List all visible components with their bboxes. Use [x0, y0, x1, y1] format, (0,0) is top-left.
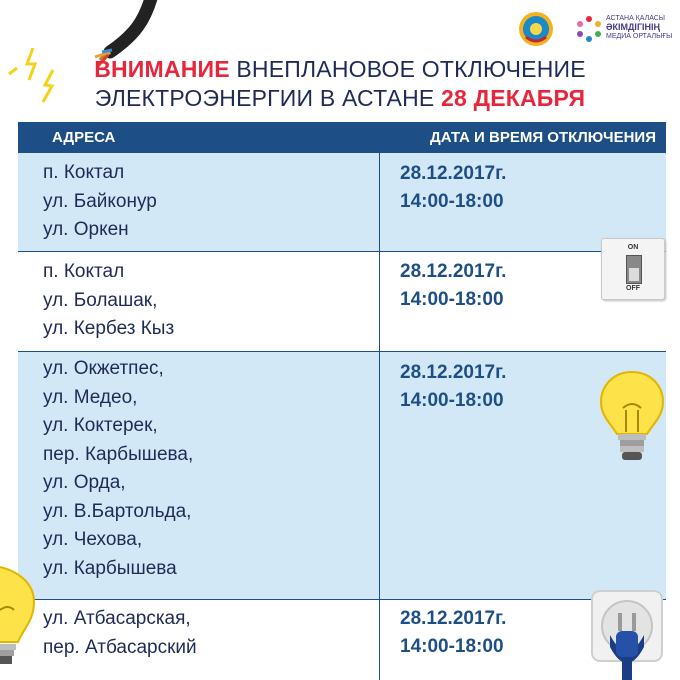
- address-line: ул. Атбасарская,: [43, 608, 191, 629]
- outage-date: 28.12.2017г.: [400, 608, 507, 629]
- outage-table: [18, 122, 666, 680]
- title-warning: ВНИМАНИЕ: [94, 56, 230, 82]
- address-line: ул. Байконур: [43, 190, 157, 212]
- address-line: пер. Атбасарский: [43, 636, 197, 658]
- outage-time: 14:00-18:00: [400, 390, 504, 411]
- outage-time: 14:00-18:00: [400, 191, 504, 212]
- outage-datetime: [400, 160, 506, 216]
- media-logo-icon: [574, 13, 604, 43]
- media-logo-line3: МЕДИА ОРТАЛЫҒЫ: [606, 33, 673, 40]
- address-line: ул. Карбышева: [43, 557, 177, 579]
- light-bulb-icon: [0, 562, 40, 680]
- address-line: ул. Оркен: [43, 219, 129, 240]
- title-line-2: [0, 84, 680, 113]
- table-row: [18, 252, 666, 351]
- address-list: [43, 258, 174, 344]
- address-line: п. Коктал: [43, 162, 125, 183]
- column-header-address: АДРЕСА: [52, 129, 116, 146]
- address-line: п. Коктал: [43, 261, 125, 282]
- column-header-datetime: ДАТА И ВРЕМЯ ОТКЛЮЧЕНИЯ: [430, 129, 656, 146]
- outage-date: 28.12.2017г.: [400, 163, 507, 184]
- page-title: [0, 55, 680, 113]
- outage-date: 28.12.2017г.: [400, 362, 507, 383]
- table-row: [18, 352, 666, 599]
- address-line: ул. Орда,: [43, 472, 126, 493]
- media-logo-line1: АСТАНА ҚАЛАСЫ: [606, 15, 665, 22]
- address-line: ул. Болашак,: [43, 289, 158, 311]
- table-header: [18, 122, 666, 153]
- outage-time: 14:00-18:00: [400, 289, 504, 310]
- emblem-icon: [518, 11, 554, 47]
- table-row: [18, 600, 666, 680]
- title-line-1: [0, 55, 680, 84]
- switch-on-label: ON: [627, 244, 639, 251]
- outage-time: 14:00-18:00: [400, 636, 504, 657]
- switch-off-label: OFF: [626, 285, 640, 292]
- address-line: ул. Коктерек,: [43, 415, 158, 436]
- title-text-1: ВНЕПЛАНОВОЕ ОТКЛЮЧЕНИЕ: [229, 56, 586, 82]
- outage-datetime: [400, 359, 506, 415]
- address-list: [43, 605, 197, 662]
- media-logo-line2: ӘКІМДІГІНІҢ: [606, 22, 661, 32]
- switch-icon: [601, 238, 665, 300]
- light-bulb-icon: [598, 370, 666, 472]
- title-text-2: ЭЛЕКТРОЭНЕРГИИ В АСТАНЕ: [94, 85, 442, 111]
- media-logo-text: [606, 14, 672, 41]
- column-divider: [379, 153, 380, 680]
- outage-datetime: [400, 605, 506, 661]
- address-line: пер. Карбышева,: [43, 443, 194, 465]
- address-line: ул. Кербез Кыз: [43, 318, 175, 339]
- outage-date: 28.12.2017г.: [400, 261, 507, 282]
- title-date: 28 ДЕКАБРЯ: [441, 85, 586, 111]
- address-line: ул. Чехова,: [43, 529, 143, 550]
- address-line: ул. В.Бартольда,: [43, 500, 192, 522]
- outage-datetime: [400, 258, 506, 314]
- socket-icon: [588, 587, 666, 680]
- address-line: ул. Медео,: [43, 386, 138, 408]
- address-line: ул. Окжетпес,: [43, 358, 164, 379]
- switch-toggle: [626, 255, 642, 284]
- table-row: [18, 153, 666, 251]
- address-list: [43, 355, 193, 583]
- address-list: [43, 159, 157, 245]
